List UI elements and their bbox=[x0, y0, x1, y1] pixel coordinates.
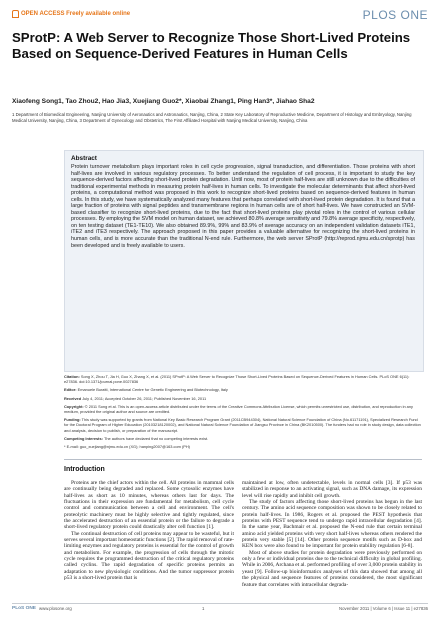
open-access-label: OPEN ACCESS Freely available online bbox=[21, 11, 131, 17]
copyright: Copyright: © 2011 Song et al. This is an open-access article distributed under the terms of the Creative Commons Attribution License, which permits unrestricted use, distribution, and reproduction in any medium, provided the original author and source are credited. bbox=[64, 403, 413, 415]
paragraph: Proteins are the chief actors within the cell. All proteins in mammal cells are continually being degraded and replaced. Some cytosolic enzymes have half-lives as short as 10 minutes, whereas others last for days. The fluctuations in their expression are fundamental for metabolism, cell cycle control and communication between a cell and environment. The cell's proteolytic machinery must be highly selective and tightly regulated, since the accelerated destruction of an essential protein or the failure to degrade a short-lived regulatory protein could drastically alter cell function [1]. bbox=[64, 480, 234, 531]
paragraph: Most of above studies for protein degradation were previously performed on only a few or individual proteins due to the technical difficulty in global profiling. While in 2006, Archana et al. performed profiling of over 3,000 protein stability in yeast [9]. Follow-up bioinformatics analyses of this data showed that among all the physical and sequence features of proteins considered, the most significant feature that correlates with intracellular degrada- bbox=[242, 549, 422, 588]
page-footer bbox=[12, 606, 428, 616]
footer-divider bbox=[12, 603, 428, 604]
page-number: 1 bbox=[202, 606, 205, 611]
divider bbox=[64, 459, 422, 460]
dates: Received July 4, 2011; Accepted October 26, 2011; Published November 16, 2011 bbox=[64, 395, 207, 401]
open-lock-icon bbox=[12, 10, 19, 18]
page-header bbox=[12, 10, 428, 24]
contact-email: * E-mail: guo_xuejiang@njmu.edu.cn (XG); hanping2007@163.com (PH) bbox=[64, 444, 190, 450]
journal-url[interactable]: www.plosone.org bbox=[39, 606, 72, 611]
editor: Editor: Emanuele Buratti, International Centre for Genetic Engineering and Biotechnology, Italy bbox=[64, 387, 228, 393]
body-column-right bbox=[242, 480, 422, 588]
affiliations: 1 Department of Biomedical Engineering, Nanjing University of Aeronautics and Astronautics, Nanjing, China, 2 State Key Laboratory of Reproductive Medicine, Department of Histology and Embryology, Nanjing Medical University, Nanjing, China, 3 Department of Gynecology and Obstetrics, The First Affiliated Hospital with Nanjing Medical University, Nanjing, China bbox=[12, 112, 412, 123]
footer-logo: PLoS ONE bbox=[12, 606, 36, 611]
issue-info: November 2011 | Volume 6 | Issue 11 | e27836 bbox=[339, 606, 428, 611]
paragraph: maintained at low, often undetectable, levels in normal cells [3]. If p53 was stabilized in response to an activating signal, such as DNA damage, its expression level will rise rapidly and inhibit cell growth. bbox=[242, 480, 422, 499]
article-metadata bbox=[64, 374, 422, 452]
abstract-text: Protein turnover metabolism plays important roles in cell cycle progression, signal transduction, and differentiation. Those proteins with short half-lives are involved in various regulatory processes. To better understand the regulation of cell process, it is important to study the key sequence-derived factors affecting short-lived protein degradation. Until now, most of protein half-lives are still unknown due to the difficulties of traditional experimental methods in measuring protein half-lives in human cells. To investigate the molecular determinants that affect short-lived proteins, a computational method was proposed in this work to recognize short-lived proteins based on sequence-derived features in human cells. In this study, we have systematically analyzed many features that perhaps correlated with short-lived protein degradation. It is found that a large fraction of proteins with signal peptides and transmembrane regions in human cells are of short half-lives. We have constructed an SVM-based classifier to recognize short-lived proteins, due to the fact that short-lived proteins play pivotal roles in the control of various cellular processes. By employing the SVM model on human dataset, we achieved 80.8% average sensitivity and 79.8% average specificity, respectively, on ten testing dataset (TE1-TE10). We also obtained 89.9%, 99% and 83.9% of average accuracy on an independent validation datasets iTE1, iTE2 and iTE3 respectively. The approach proposed in this paper provides a valuable alternative for recognizing the short-lived proteins in human cells, and is more accurate than the traditional N-end rule. Furthermore, the web server SProtP (http://reprod.njmu.edu.cn/sprotp) has been developed and is freely available to users. bbox=[71, 164, 415, 249]
citation: Citation: Song X, Zhou T, Jia H, Guo X, Zhang X, et al. (2011) SProtP: A Web Server to Recognize Those Short-Lived Proteins Based on Sequence-Derived Features in Human Cells. PLoS ONE 6(11): e27836. doi:10.1371/journal.pone.0027836 bbox=[64, 374, 410, 385]
abstract-heading: Abstract bbox=[71, 155, 97, 162]
journal-logo: PLOS ONE bbox=[362, 8, 428, 22]
abstract-box bbox=[64, 150, 424, 372]
paragraph: The study of factors affecting those short-lived proteins has begun in the last century. The amino acid sequence composition was shown to be closely related to protein half-lives. In 1986, Rogers et al. proposed the PEST hypothesis that proteins with PEST sequence tend to undergo rapid intracellular degradation [4]. In the same year, Bachmair et al. proposed the N-end rule that certain terminal amino acid yielded proteins with very short half-lives whereas others rendered the protein very stable [5] [14]. Other protein sequence motifs such as D-box and KEN box were also found to be important for protein stability regulation [6-8]. bbox=[242, 499, 422, 550]
body-column-left bbox=[64, 480, 234, 582]
paragraph: The continual destruction of cell proteins may appear to be wasteful, but it serves several important homeostatic functions [2]. The rapid removal of rate-limiting enzymes and regulatory proteins is essential for the control of growth and metabolism. For example, the progression of cells through the mitotic cycle requires the programmed destruction of the critical regulatory proteins called cyclins. The rapid degradation of specific proteins permits an adaptation to new physiologic conditions. And the tumor suppressor protein p53 is a short-lived protein that is bbox=[64, 530, 234, 582]
competing-interests: Competing Interests: The authors have declared that no competing interests exist. bbox=[64, 435, 209, 441]
footer-journal bbox=[12, 606, 72, 611]
open-access-badge bbox=[12, 10, 130, 18]
author-list: Xiaofeng Song1, Tao Zhou2, Hao Jia3, Xuejiang Guo2*, Xiaobai Zhang1, Ping Han3*, Jiahao Sha2 bbox=[12, 98, 315, 105]
section-heading-introduction: Introduction bbox=[64, 466, 105, 473]
article-title: SProtP: A Web Server to Recognize Those Short-Lived Proteins Based on Sequence-Derived Features in Human Cells bbox=[12, 30, 411, 61]
funding: Funding: This study was supported by grants from National Key Basic Research Program Grant (2011CB944304), National Natural Science Foundation of China (No.61171191), Specialized Research Fund for the Doctoral Program of Higher Education (20103218120002), and National Natural Science Foundation of Jiangsu Province in China (BK2010500). The funders had no role in study design, data collection and analysis, decision to publish, or preparation of the manuscript. bbox=[64, 417, 421, 433]
